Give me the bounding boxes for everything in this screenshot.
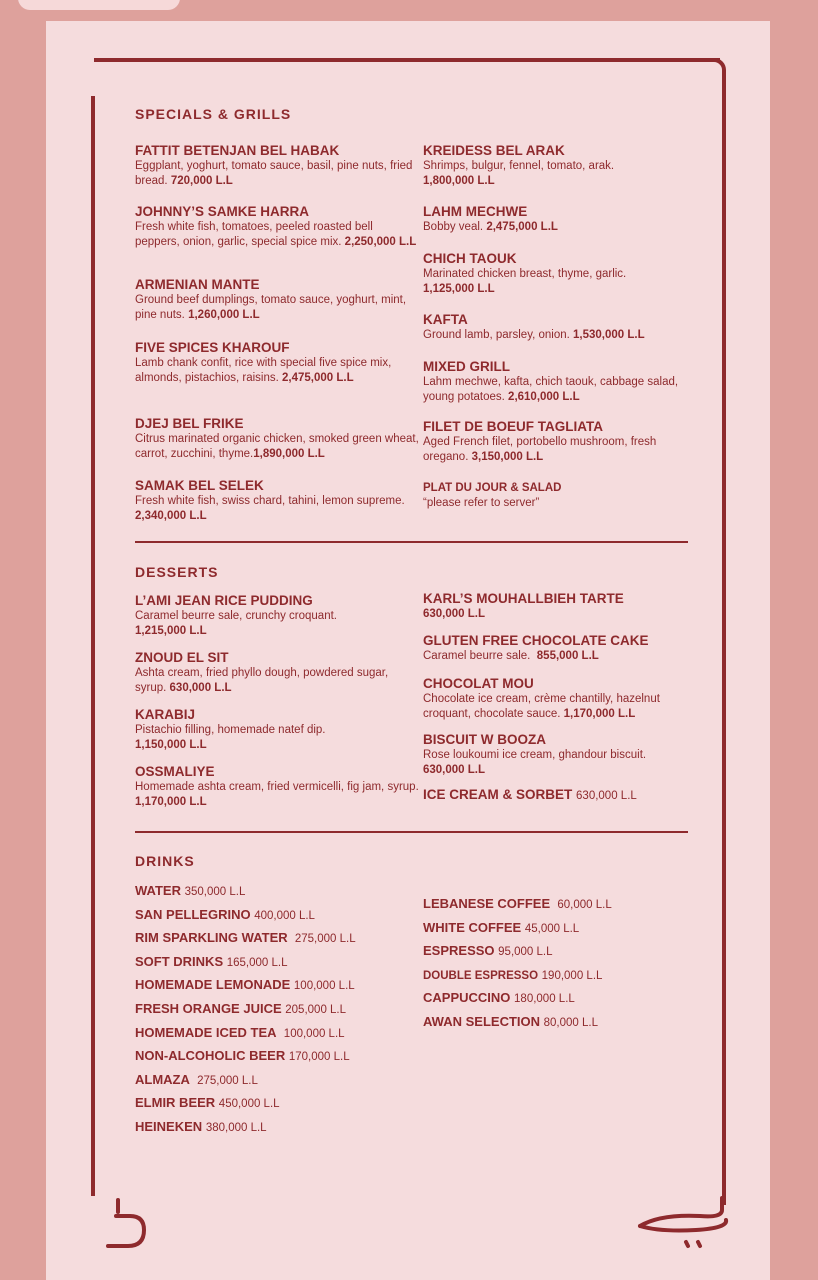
- drinks-right-column: [423, 893, 708, 1035]
- menu-item: [135, 143, 420, 204]
- item-desc: Eggplant, yoghurt, tomato sauce, basil, pine nuts, fried bread. 720,000 L.L: [135, 160, 413, 187]
- logo-stroke-right: [640, 1198, 722, 1226]
- drink-item: SOFT DRINKS 165,000 L.L: [135, 953, 288, 969]
- item-name: FATTIT BETENJAN BEL HABAK: [135, 143, 340, 158]
- item-name: OSSMALIYE: [135, 764, 215, 779]
- item-desc: Shrimps, bulgur, fennel, tomato, arak. 1,800,000 L.L: [423, 160, 615, 187]
- item-name: CHICH TAOUK: [423, 251, 517, 266]
- item-desc: Lahm mechwe, kafta, chich taouk, cabbage salad, young potatoes. 2,610,000 L.L: [423, 376, 679, 403]
- frame-left-line: [91, 96, 95, 1196]
- menu-item: [423, 480, 693, 511]
- item-desc: Rose loukoumi ice cream, ghandour biscuit. 630,000 L.L: [423, 749, 647, 776]
- item-desc: Citrus marinated organic chicken, smoked green wheat, carrot, zucchini, thyme.1,890,000 L.L: [135, 433, 419, 460]
- drink-item: FRESH ORANGE JUICE 205,000 L.L: [135, 1000, 347, 1016]
- desserts-left-column: [135, 593, 420, 810]
- desserts-right-column: [423, 591, 693, 804]
- menu-item: [135, 707, 420, 764]
- divider: [135, 831, 688, 833]
- menu-item: [135, 593, 420, 650]
- specials-right-column: [423, 143, 693, 511]
- logo-stroke-dot-b: [698, 1242, 700, 1246]
- item-name: KARL’S MOUHALLBIEH TARTE: [423, 591, 624, 606]
- item-name: GLUTEN FREE CHOCOLATE CAKE: [423, 633, 649, 648]
- menu-item: [135, 340, 420, 416]
- menu-item: [423, 251, 693, 312]
- drink-item: HEINEKEN 380,000 L.L: [135, 1118, 267, 1134]
- menu-item: [423, 633, 693, 676]
- menu-item: [423, 359, 693, 419]
- item-name: L’AMI JEAN RICE PUDDING: [135, 593, 313, 608]
- item-name: ICE CREAM & SORBET 630,000 L.L: [423, 787, 637, 802]
- menu-item: [423, 787, 693, 804]
- item-desc: Lamb chank confit, rice with special five spice mix, almonds, pistachios, raisins. 2,475,000 L.L: [135, 357, 392, 384]
- item-name: PLAT DU JOUR & SALAD: [423, 482, 562, 494]
- drink-item: ESPRESSO 95,000 L.L: [423, 943, 553, 959]
- item-desc: Caramel beurre sale, crunchy croquant. 1,215,000 L.L: [135, 610, 337, 637]
- drink-item: CAPPUCCINO 180,000 L.L: [423, 990, 575, 1006]
- drink-item: NON-ALCOHOLIC BEER 170,000 L.L: [135, 1048, 350, 1064]
- frame-top-line: [94, 58, 720, 62]
- logo-stroke-left: [108, 1216, 144, 1246]
- item-desc: Marinated chicken breast, thyme, garlic. 1,125,000 L.L: [423, 268, 627, 295]
- item-name: CHOCOLAT MOU: [423, 676, 534, 691]
- item-name: KREIDESS BEL ARAK: [423, 143, 565, 158]
- menu-item: [135, 478, 420, 524]
- item-name: KAFTA: [423, 312, 468, 327]
- section-title-drinks: DRINKS: [135, 853, 195, 869]
- item-name: DJEJ BEL FRIKE: [135, 416, 244, 431]
- item-desc: Ground lamb, parsley, onion. 1,530,000 L.L: [423, 329, 645, 341]
- section-title-desserts: DESSERTS: [135, 564, 219, 580]
- item-desc: 630,000 L.L: [423, 608, 486, 620]
- item-desc: Fresh white fish, swiss chard, tahini, lemon supreme. 2,340,000 L.L: [135, 495, 405, 522]
- drink-item: WHITE COFFEE 45,000 L.L: [423, 919, 580, 935]
- drink-item: WATER 350,000 L.L: [135, 883, 246, 898]
- drink-item: ALMAZA 275,000 L.L: [135, 1071, 258, 1087]
- item-name: JOHNNY’S SAMKE HARRA: [135, 204, 310, 219]
- item-desc: Pistachio filling, homemade natef dip. 1,150,000 L.L: [135, 724, 326, 751]
- item-name: MIXED GRILL: [423, 359, 510, 374]
- drink-item: ELMIR BEER 450,000 L.L: [135, 1095, 280, 1111]
- item-name: ZNOUD EL SIT: [135, 650, 229, 665]
- item-name: BISCUIT W BOOZA: [423, 732, 546, 747]
- item-desc: Ground beef dumplings, tomato sauce, yoghurt, mint, pine nuts. 1,260,000 L.L: [135, 294, 407, 321]
- menu-item: [423, 676, 693, 732]
- item-desc: “please refer to server”: [423, 497, 540, 509]
- drink-item: SAN PELLEGRINO 400,000 L.L: [135, 906, 315, 922]
- menu-item: [423, 591, 693, 633]
- menu-item: [135, 277, 420, 340]
- item-name: FILET DE BOEUF TAGLIATA: [423, 419, 603, 434]
- menu-item: [135, 764, 420, 810]
- menu-item: [135, 650, 420, 707]
- drink-item: AWAN SELECTION 80,000 L.L: [423, 1013, 598, 1029]
- frame-right-line: [722, 70, 726, 1205]
- specials-left-column: [135, 143, 420, 524]
- item-name: KARABIJ: [135, 707, 196, 722]
- menu-item: [423, 419, 693, 480]
- drinks-left-column: [135, 880, 420, 1140]
- item-desc: Homemade ashta cream, fried vermicelli, fig jam, syrup. 1,170,000 L.L: [135, 781, 419, 808]
- item-name: ARMENIAN MANTE: [135, 277, 260, 292]
- item-name: FIVE SPICES KHAROUF: [135, 340, 290, 355]
- menu-item: [423, 732, 693, 787]
- item-desc: Bobby veal. 2,475,000 L.L: [423, 221, 558, 233]
- top-tab: [18, 0, 180, 10]
- item-name: LAHM MECHWE: [423, 204, 528, 219]
- item-desc: Fresh white fish, tomatoes, peeled roasted bell peppers, onion, garlic, special spice mix. 2,250,000 L.L: [135, 221, 417, 248]
- divider: [135, 541, 688, 543]
- menu-item: [423, 143, 693, 204]
- drink-item: DOUBLE ESPRESSO 190,000 L.L: [423, 969, 603, 982]
- item-desc: Chocolate ice cream, crème chantilly, hazelnut croquant, chocolate sauce. 1,170,000 L.L: [423, 693, 660, 720]
- drink-item: HOMEMADE LEMONADE 100,000 L.L: [135, 977, 355, 993]
- logo-stroke-dot-a: [686, 1242, 688, 1246]
- menu-item: [135, 204, 420, 277]
- menu-item: [423, 312, 693, 359]
- menu-item: [135, 416, 420, 478]
- drink-item: RIM SPARKLING WATER 275,000 L.L: [135, 930, 356, 946]
- drink-item: LEBANESE COFFEE 60,000 L.L: [423, 896, 612, 911]
- item-name: SAMAK BEL SELEK: [135, 478, 264, 493]
- item-desc: Caramel beurre sale. 855,000 L.L: [423, 650, 599, 662]
- section-title-specials: SPECIALS & GRILLS: [135, 106, 292, 122]
- drink-item: HOMEMADE ICED TEA 100,000 L.L: [135, 1024, 345, 1040]
- item-desc: Aged French filet, portobello mushroom, fresh oregano. 3,150,000 L.L: [423, 436, 657, 463]
- logo-icon: [100, 1190, 740, 1260]
- menu-item: [423, 204, 693, 251]
- item-desc: Ashta cream, fried phyllo dough, powdered sugar, syrup. 630,000 L.L: [135, 667, 389, 694]
